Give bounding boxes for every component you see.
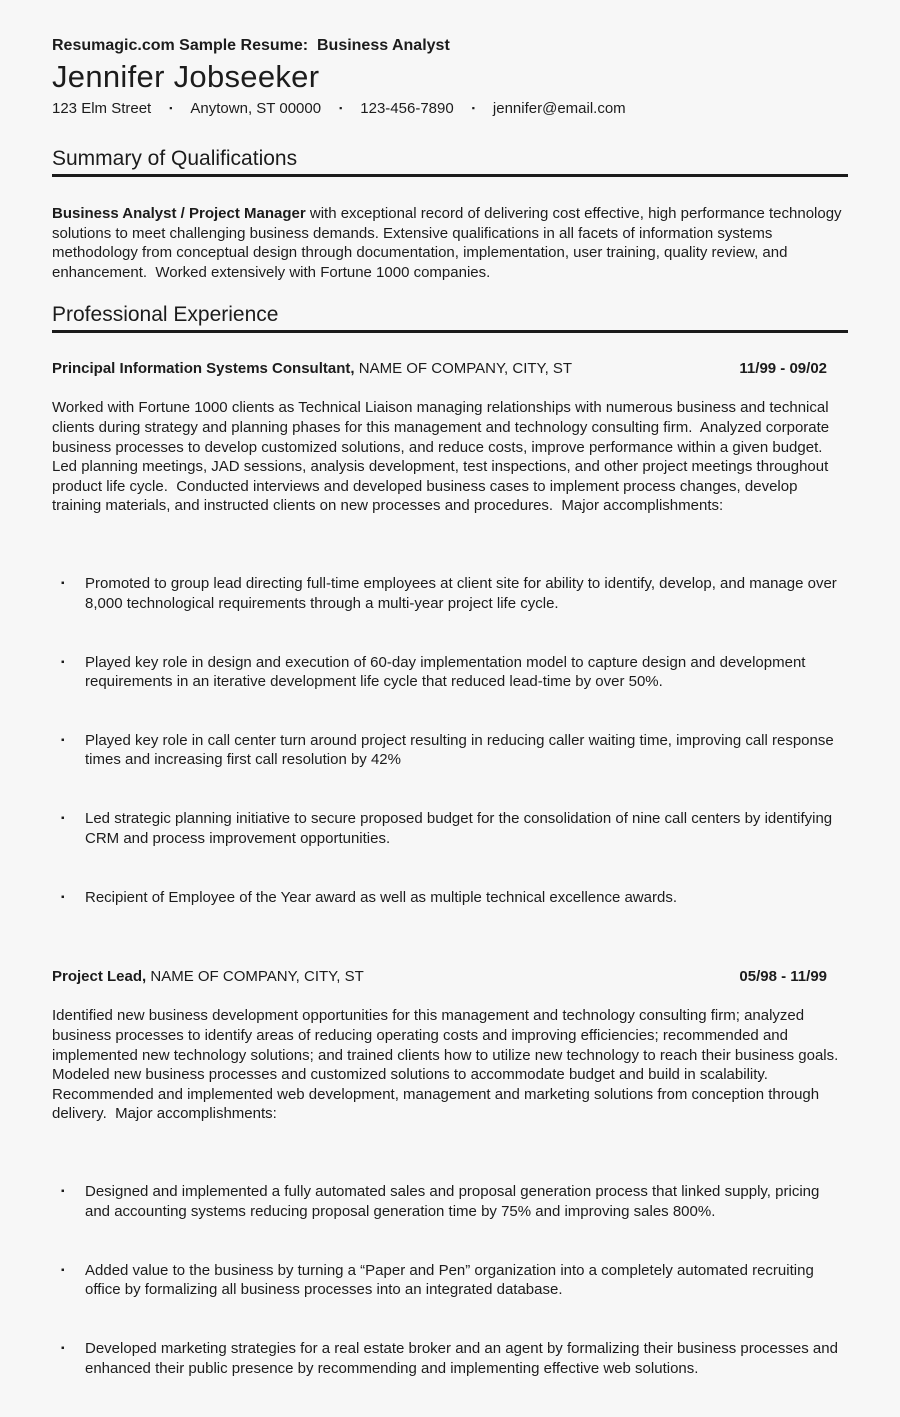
document-header [52, 36, 848, 119]
bullet-text: Led strategic planning initiative to secure proposed budget for the consolidation of nine call centers by identifying CRM and process improvement opportunities. [85, 810, 837, 847]
bullet-text: Recipient of Employee of the Year award as well as multiple technical excellence awards. [85, 888, 677, 906]
contact-street: 123 Elm Street [52, 100, 152, 117]
square-bullet-icon: ▪ [61, 656, 65, 668]
bullet-text: Developed marketing strategies for a real estate broker and an agent by formalizing their business processes and enhanced their public presence by recommending and implementing effective web solutions. [85, 1339, 843, 1377]
bullet-text: Promoted to group lead directing full-time employees at client site for ability to identify, develop, and manage over 8,000 technological requirements through a multi-year project life cycle. [85, 575, 841, 612]
job-header [52, 359, 848, 378]
section-summary [52, 146, 848, 282]
list-item [52, 574, 848, 613]
square-bullet-icon: ▪ [61, 891, 65, 903]
list-item [52, 653, 848, 692]
square-separator-icon: ▪ [471, 103, 475, 113]
list-item [52, 1182, 848, 1221]
bullet-text: Played key role in design and execution of 60-day implementation model to capture design and development requirements in an iterative development life cycle that reduced lead-time by over 50%. [85, 653, 810, 691]
summary-paragraph [52, 204, 848, 282]
square-separator-icon: ▪ [169, 103, 173, 113]
contact-line [52, 99, 848, 119]
job-title-role: Project Lead, [52, 968, 147, 986]
job-title-company: NAME OF COMPANY, CITY, ST [146, 968, 364, 986]
square-bullet-icon: ▪ [61, 1186, 65, 1198]
bullet-text: Played key role in call center turn around project resulting in reducing caller waiting time, improving call response times and increasing first call resolution by 42% [85, 731, 838, 769]
job-title [52, 967, 364, 986]
job-dates: 05/98 - 11/99 [739, 968, 827, 986]
job-description: Identified new business development opportunities for this management and technology consulting firm; analyzed business processes to identify areas of reducing operating costs and improving efficiencies; recommended and implemented new technology solutions; and trained clients how to utilize new technology to reach their business goals. Modeled new business processes and customized solutions to accommodate budget and build in scalability. Recommended and implemented web development, management and marketing solutions from conception through delivery. Major accomplishments: [52, 1007, 847, 1123]
contact-email: jennifer@email.com [492, 100, 626, 117]
list-item [52, 809, 848, 848]
square-separator-icon: ▪ [339, 103, 343, 113]
contact-phone: 123-456-7890 [360, 100, 454, 117]
summary-heading: Summary of Qualifications [52, 146, 848, 177]
experience-heading: Professional Experience [52, 302, 848, 333]
bullet-text: Designed and implemented a fully automated sales and proposal generation process that linked supply, pricing and accounting systems reducing proposal generation time by 75% and improving sales 800%. [85, 1183, 824, 1220]
square-bullet-icon: ▪ [61, 1264, 65, 1276]
job-description: Worked with Fortune 1000 clients as Technical Liaison managing relationships with numerous business and technical clients during strategy and planning phases for this management and technology consulting firm. Analyzed corporate business processes to develop customized solutions, and reduce costs, improve performance within a given budget. Led planning meetings, JAD sessions, analysis development, test inspections, and other project meetings throughout product life cycle. Conducted interviews and developed business cases to implement process changes, develop training materials, and instructed clients on new processes and procedures. Major accomplishments: [52, 399, 834, 515]
list-item [52, 888, 848, 908]
person-name: Jennifer Jobseeker [52, 59, 320, 94]
section-experience [52, 302, 848, 1417]
contact-city: Anytown, ST 00000 [190, 100, 322, 117]
square-bullet-icon: ▪ [61, 734, 65, 746]
job-accomplishments-list [52, 1143, 848, 1417]
job-header [52, 967, 848, 986]
summary-lead-bold: Business Analyst / Project Manager [52, 205, 306, 222]
document-label: Resumagic.com Sample Resume: Business Analyst [52, 37, 450, 54]
job-title [52, 359, 572, 378]
list-item [52, 1339, 848, 1378]
job-accomplishments-list [52, 535, 848, 946]
summary-body: with exceptional record of delivering cost effective, high performance technology solutions to meet challenging business demands. Extensive qualifications in all facets of information systems methodology from conceptual design through documentation, implementation, user training, quality review, and enhancement. Worked extensively with Fortune 1000 companies. [52, 205, 846, 281]
job-title-role: Principal Information Systems Consultant, [52, 360, 355, 378]
job-title-company: NAME OF COMPANY, CITY, ST [354, 360, 573, 378]
square-bullet-icon: ▪ [61, 1342, 65, 1354]
square-bullet-icon: ▪ [61, 813, 65, 825]
list-item [52, 731, 848, 770]
bullet-text: Added value to the business by turning a “Paper and Pen” organization into a completely automated recruiting office by formalizing all business processes into an integrated database. [85, 1261, 818, 1299]
list-item [52, 1261, 848, 1300]
square-bullet-icon: ▪ [61, 578, 65, 590]
job-dates: 11/99 - 09/02 [739, 360, 827, 378]
